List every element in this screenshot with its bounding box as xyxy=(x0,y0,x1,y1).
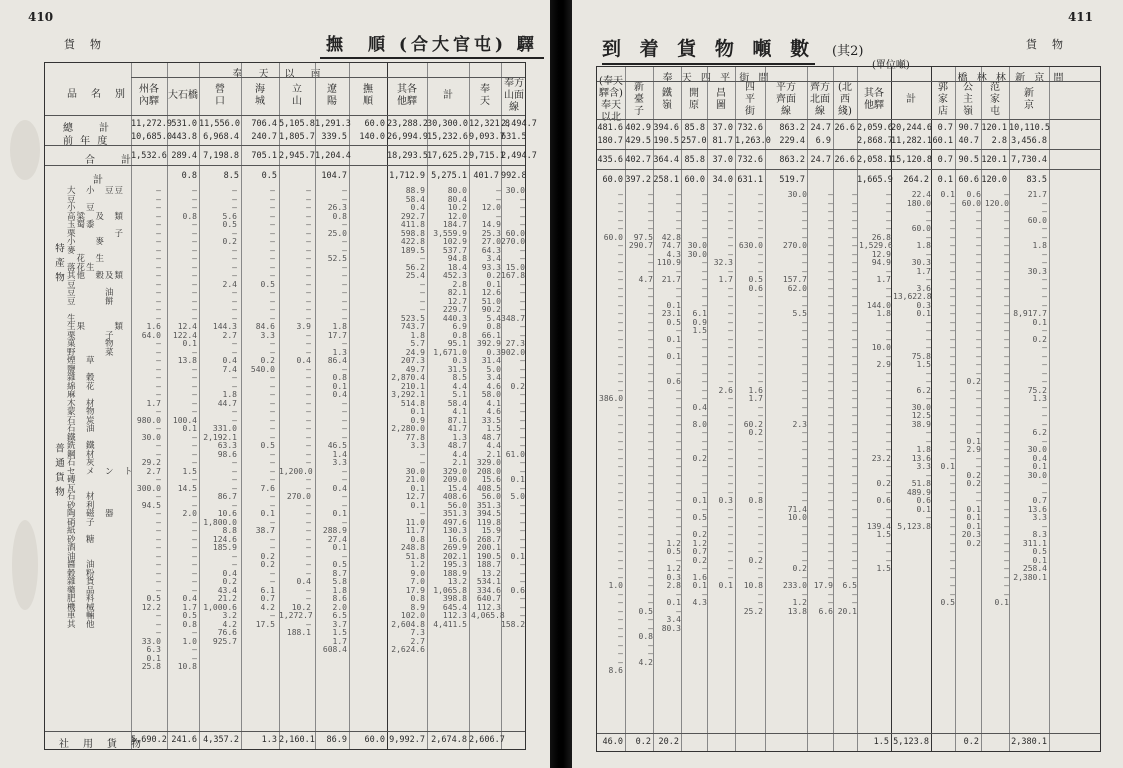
value-cell: 37.0 xyxy=(712,155,733,165)
value-cell: 1,291.3 xyxy=(315,119,351,129)
col-dashes: — — — — — — — — — — — 0.5 — — — — 84.6 3.3 — — 0.2 540.0 — — — — — — — — 0.5 — — — — 7.6 — — 0.1 — 38.7 — — 0.2 0.2 — — 6.1 0.7 4.2 — 17.5 xyxy=(250,186,275,629)
category-general-goods: 普 通 貨 物 xyxy=(53,443,64,498)
value-cell: 90.7 xyxy=(958,123,979,133)
column-header: 范 家 屯 xyxy=(990,82,1000,117)
column-header: 大石橋 xyxy=(168,90,198,101)
value-cell: 8.5 xyxy=(223,171,239,181)
value-cell: 34.0 xyxy=(712,175,733,185)
value-cell: 1,805.7 xyxy=(279,132,315,142)
value-cell: 85.8 xyxy=(684,155,705,165)
value-cell: 5,690.2 xyxy=(131,735,167,745)
value-cell: 481.6 xyxy=(597,123,623,133)
column-header: 州各 內驛 xyxy=(139,84,159,107)
col-dashes: 21.7 — — 60.0 — — 1.8 — — 30.3 — — — — 8,917.7 0.1 — 0.2 — — — — — 75.2 1.3 — — — 6.2 — 30.0 0.4 0.1 30.0 — — 0.7 13.6 3.3 — 8.3 311.1 0.5 0.1 258.4 2,380.1 xyxy=(1013,190,1047,582)
value-cell: 241.6 xyxy=(171,735,197,745)
value-cell: 1,204.4 xyxy=(315,151,351,161)
value-cell: 37.0 xyxy=(712,123,733,133)
summary-rule xyxy=(597,149,1100,150)
bottom-rule xyxy=(45,731,525,732)
value-cell: 5,123.8 xyxy=(893,737,929,747)
header-bottom-rule xyxy=(45,115,525,116)
col-dashes: — — — 0.8 — — — — — — — — — — — — 12.4 122.4 0.1 — 13.8 — — — — — — 100.4 0.1 — — — — 1.5 — 14.5 — — 2.0 — — — — — — — — — 0.4 1.7 0.5 0.8 — 1.0 — — 10.8 xyxy=(172,186,197,671)
value-cell: 17,625.2 xyxy=(427,151,468,161)
running-head: 貨 物 xyxy=(1026,38,1065,51)
value-cell: 30,300.0 xyxy=(427,119,468,129)
value-cell: 240.7 xyxy=(251,132,277,142)
value-cell: 20,244.6 xyxy=(891,123,932,133)
value-cell: 86.9 xyxy=(326,735,347,745)
value-cell: 15,232.6 xyxy=(427,132,468,142)
value-cell: 18,293.5 xyxy=(387,151,428,161)
column-header: 新 京 xyxy=(1024,88,1034,111)
column-header: 立 山 xyxy=(292,84,302,107)
value-cell: 60.0 xyxy=(684,175,705,185)
value-cell: 0.5 xyxy=(261,171,277,181)
value-cell: 394.6 xyxy=(653,123,679,133)
value-cell: 402.7 xyxy=(625,155,651,165)
col-dashes: — — — 5.6 0.5 — 0.2 — — — — 2.4 — — — — 144.3 2.7 — — 0.4 7.4 — — 1.8 44.7 — — 331.0 2,192.1 63.3 98.6 — — — — 86.7 — 10.6 1,800.0 8.8 124.6 185.9 — — 0.4 0.2 43.4 21.2 1,000.6 3.2 4.2 76.6 925.7 xyxy=(203,186,237,646)
column-header: 昌 圖 xyxy=(716,88,726,111)
bottom-label: 社 用 貨 物 xyxy=(59,739,143,750)
value-cell: 60.0 xyxy=(364,119,385,129)
col-dashes: — — — — — — — — — — — — — — — — 3.9 — — — 0.4 — — — — — — — — — — — — 1,200.0 — — 270.0 — — — — — — — — — 0.4 — — 10.2 1,272.7 — 188.1 xyxy=(279,186,313,637)
value-cell: 401.7 xyxy=(473,171,499,181)
value-cell: 2,606.7 xyxy=(469,735,505,745)
group-header-1: 奉 天 四 平 街 間 xyxy=(662,73,772,84)
value-cell: 3,456.8 xyxy=(1011,136,1047,146)
value-cell: 180.7 xyxy=(597,136,623,146)
column-header: 新 臺 子 xyxy=(634,82,644,117)
column-header: 開 原 xyxy=(689,88,699,111)
right-page xyxy=(572,0,1123,768)
value-cell: 2.8 xyxy=(991,136,1007,146)
col-dashes: — — — — — — — — — — — — — — — — — — — — — — — — — — — — — — — — — — — — — — — — — — — — — — 6.5 — — 20.1 xyxy=(837,190,857,616)
value-cell: 24.7 xyxy=(810,155,831,165)
value-cell: 60.0 xyxy=(602,175,623,185)
column-header: 其各 他驛 xyxy=(397,84,417,107)
value-cell: 12,321.8 xyxy=(469,119,510,129)
value-cell: 289.4 xyxy=(171,151,197,161)
col-dashes: — — — — — 60.0 — — — — — — — — — — — — — — — — — — 386.0 — — — — — — — — — — — — — — — — — — — — — 1.0 — — — — — — — — — 8.6 xyxy=(599,190,624,675)
value-cell: 429.5 xyxy=(625,136,651,146)
value-cell: 20.2 xyxy=(658,737,679,747)
col-dashes: — — 12.0 — 14.9 25.3 27.0 64.3 3.4 93.3 0.2 0.1 12.6 51.0 90.2 5.4 0.8 66.1 392.9 0.3 31.4 5.0 3.4 4.6 58.0 4.1 4.6 33.5 1.5 48.7 4.4 2.1 329.0 208.0 15.6 408.5 56.0 351.3 394.5 119.8 15.9 268.7 200.1 190.5 188.7 13.2 534.1 334.6 640.7 112.3 4,065.8 xyxy=(471,186,505,620)
value-cell: 2,059.6 xyxy=(857,123,893,133)
value-cell: 120.1 xyxy=(981,155,1007,165)
value-cell: 9,992.7 xyxy=(389,735,425,745)
value-cell: 0.2 xyxy=(963,737,979,747)
value-cell: 364.4 xyxy=(653,155,679,165)
col-dashes: — — — — — — 30.0 30.0 — — — — — — 6.1 0.9 1.5 — — — — — — — — 0.4 — 8.0 — — — 0.2 — — — — 0.1 — 0.5 — 0.2 1.2 0.7 0.2 — 1.6 0.1 — 4.3 xyxy=(687,190,707,607)
value-cell: 7,198.8 xyxy=(203,151,239,161)
value-cell: 2,945.7 xyxy=(279,151,315,161)
col-dashes: — — — — — 26.8 1,529.6 12.9 94.9 — 1.7 — — 144.0 1.8 — — — 10.0 — 2.9 — — — — — — — — — — 23.2 — — 0.2 — 0.6 — — 139.4 1.5 — — — 1.5 xyxy=(859,190,893,573)
value-cell: 0.7 xyxy=(937,155,953,165)
col-dashes: 80.0 80.4 10.2 12.0 184.7 3,559.9 102.9 537.7 94.8 18.4 452.3 2.8 82.1 12.7 229.7 440.3 6.9 0.8 95.1 1,671.0 0.3 31.5 8.5 4.4 5.1 58.4 4.1 87.1 41.7 1.3 48.7 4.4 2.1 329.0 209.0 15.4 408.6 56.0 351.3 497.6 130.3 16.6 269.9 202.1 195.3 188.9 13.2 1,065.8 398.8 645.4 112.3 4,411.5 xyxy=(433,186,467,629)
col-dashes: — — 26.3 0.8 — 25.0 — — 52.5 — — — — — — — 1.8 17.7 — 1.3 86.4 — 0.8 0.1 0.4 — — — — — 46.5 1.4 3.3 — — 0.4 — — 0.1 — 288.9 27.4 0.1 — 0.5 8.7 5.8 1.8 8.6 2.0 6.5 3.7 1.5 1.7 608.4 xyxy=(322,186,347,654)
col-dashes: — — — — — — — — — — — — — — — — — — — — — — — — — — — — — — — — — — — — — — — — — — — — — — 17.9 — — 6.6 xyxy=(813,190,833,616)
value-cell: 11,282.1 xyxy=(891,136,932,146)
col-dashes: 88.9 58.4 0.4 292.7 411.8 598.8 422.8 189.5 — 56.2 25.4 — — — — 523.5 743.7 1.8 5.7 24.9 207.3 49.7 2,870.4 210.1 3,292.1 514.8 0.1 0.9 2,280.0 77.8 3.3 — — 30.0 21.0 0.1 12.7 0.1 — 11.0 11.7 0.8 248.8 51.8 1.2 9.0 7.0 17.9 0.8 8.9 102.0 2,604.8 7.3 2.7 2,624.6 xyxy=(391,186,425,654)
page-number: 410 xyxy=(28,10,54,24)
value-cell: 40.7 xyxy=(958,136,979,146)
value-cell: 519.7 xyxy=(779,175,805,185)
value-cell: 732.6 xyxy=(737,155,763,165)
value-cell: 9,715.1 xyxy=(469,151,505,161)
column-header: 齊方 北面 線 xyxy=(810,82,830,117)
column-header: 平方 齊面 線 xyxy=(776,82,796,117)
column-header: 郭 家 店 xyxy=(938,82,948,117)
value-cell: 2,494.7 xyxy=(501,119,537,129)
col-dashes: 30.0 — — — — — 270.0 — — — 157.7 62.0 — — 5.5 — — — — — — — — — — — — 2.3 — — — — — — — — — 71.4 10.0 — — — — — 0.2 — 233.0 — 1.2 13.8 xyxy=(782,190,807,616)
value-cell: 10,110.5 xyxy=(1009,123,1050,133)
value-cell: 26.6 xyxy=(834,155,855,165)
value-cell: 732.6 xyxy=(737,123,763,133)
value-cell: 46.0 xyxy=(602,737,623,747)
value-cell: 863.2 xyxy=(779,123,805,133)
value-cell: 2,058.1 xyxy=(857,155,893,165)
column-header: 公 主 嶺 xyxy=(963,82,973,117)
header-rule xyxy=(131,77,525,78)
value-cell: 992.8 xyxy=(501,171,527,181)
paper-stain xyxy=(12,520,38,610)
col-dashes: — — — — — — 630.0 — — — 0.5 0.6 — — — — — — — — — — — 1.6 1.7 — — 60.2 0.2 — — — — — — — 0.8 — — — — — — 0.2 — — 10.8 — — 25.2 xyxy=(738,190,763,616)
value-cell: 0.7 xyxy=(937,123,953,133)
value-cell: 26,994.9 xyxy=(387,132,428,142)
summary-rule xyxy=(45,145,525,146)
column-header: 奉 天 xyxy=(480,84,490,107)
value-cell: 60.6 xyxy=(958,175,979,185)
page-number: 411 xyxy=(1067,10,1093,24)
value-cell: 258.1 xyxy=(653,175,679,185)
value-cell: 257.0 xyxy=(681,136,707,146)
value-cell: 9,093.7 xyxy=(469,132,505,142)
col-dashes: — — — — — 42.8 74.7 4.3 110.9 — 21.7 — — 0.1 23.1 0.5 — 0.1 — 0.1 — — 0.6 — — — — — — — — — — — — — — — — — — 1.2 0.5 — 1.2 0.3 2.8 — 0.1 — 3.4 80.3 xyxy=(656,190,681,633)
left-table xyxy=(44,62,537,750)
value-cell: 339.5 xyxy=(321,132,347,142)
value-cell: 435.6 xyxy=(597,155,623,165)
value-cell: 90.5 xyxy=(958,155,979,165)
value-cell: 2,674.8 xyxy=(431,735,467,745)
item-labels-column: 大 小 豆豆 豆 小 豆 高粱 及 類 玉蜀黍 栗 子 小 麥 麥 花 生 落花生 其他 穀及類 豆 豆 油 豆 餅 生 生果 類 栗 子 菓 物 野 菜 煙 草 鹽 雜 穀 綿 花 麻 木 材 蒙 物 石 炭 石 油 鐵 銑 鐵 鋼 材 石 灰 セ メ ン ト 磚 瓦 石 材 砂 利 陶 磁 器 硝 子 紙 砂 糖 酒 油 醬 油 穀 粉 雜 貨 藥 品 肥 料 機 械 車 輛 其 他 xyxy=(67,186,134,630)
value-cell: 5,105.8 xyxy=(279,119,315,129)
running-head: 貨 物 xyxy=(64,38,103,51)
summary-label-sum: 合 計 xyxy=(85,155,133,166)
value-cell: 26.6 xyxy=(834,123,855,133)
row-header: 品 名 別 xyxy=(67,89,127,100)
col-dashes: 0.6 60.0 — — — — — — — — — — — — — — — — — — — — 0.2 — — — — — — 0.1 2.9 — — 0.2 0.2 — — 0.1 0.1 0.1 20.3 0.2 xyxy=(961,190,981,548)
column-header: 營 口 xyxy=(215,84,225,107)
value-cell: 1,712.9 xyxy=(389,171,425,181)
value-cell: 60.1 xyxy=(932,136,953,146)
col-dashes: — 120.0 — — — — — — — — — — — — — — — — — — — — — — — — — — — — — — — — — — — — — — — — — — — — — — 0.1 xyxy=(984,190,1009,607)
column-header: 撫 順 xyxy=(363,84,373,107)
col-dashes: — — — — — 97.5 290.7 — — — 4.7 — — — — — — — — — — — — — — — — — — — — — — — — — — — — — — — — — — — — — — 0.5 — — 0.8 — — 4.2 xyxy=(628,190,653,667)
value-cell: 2,380.1 xyxy=(1011,737,1047,747)
column-header: (奉天 驛含) 奉天 以北 xyxy=(599,76,623,123)
value-cell: 1.3 xyxy=(261,735,277,745)
left-page xyxy=(0,0,550,768)
value-cell: 397.2 xyxy=(625,175,651,185)
col-dashes: — — — — — — — — — — — — — — — — 1.6 64.0 — — — — — — — 1.7 — 980.0 — 30.0 — — 29.2 2.7 — 300.0 — 94.5 — — — — — — — — — — 0.5 12.2 — — — 33.0 6.3 0.1 25.8 xyxy=(136,186,161,671)
column-header: 四 平 街 xyxy=(745,82,755,117)
paper-stain xyxy=(10,120,40,180)
value-cell: 10,685.0 xyxy=(131,132,172,142)
right-table xyxy=(596,66,1101,752)
value-cell: 631.1 xyxy=(737,175,763,185)
value-cell: 11,272.9 xyxy=(131,119,172,129)
value-cell: 6.9 xyxy=(815,136,831,146)
value-cell: 264.2 xyxy=(903,175,929,185)
value-cell: 631.5 xyxy=(501,132,527,142)
summary-label-total: 總 計 xyxy=(63,123,111,134)
column-header: 遼 陽 xyxy=(327,84,337,107)
value-cell: 402.9 xyxy=(625,123,651,133)
col-dashes: 0.1 — — — — — — — — — — — — — — — — — — — — — — — — — — — — — — — 0.1 — — — — — — — — — — — — — — — 0.5 xyxy=(940,190,955,607)
value-cell: 2,868.7 xyxy=(857,136,893,146)
value-cell: 1,263.0 xyxy=(735,136,771,146)
value-cell: 6,968.4 xyxy=(203,132,239,142)
value-cell: 24.7 xyxy=(810,123,831,133)
group-header: 奉 天 以 南 xyxy=(232,69,324,80)
value-cell: 0.2 xyxy=(635,737,651,747)
value-cell: 190.5 xyxy=(653,136,679,146)
col-dashes: 30.0 — — — — 60.0 270.0 — — 15.0 167.8 — — — — 348.7 — — 27.3 902.0 — — — 0.2 — — — — — — — 61.0 — — 0.1 — 5.0 — — — — — — 0.1 — — — 0.6 — — — 158.2 xyxy=(501,186,526,629)
col-dashes: 22.4 180.0 — — 60.0 — 1.8 — 30.3 1.7 — 3.6 13,622.8 0.3 0.1 — — — — 75.8 1.5 — — 6.2 — 30.0 12.5 38.9 — — 1.8 13.6 3.3 — 51.8 489.9 0.6 0.1 — 5,123.8 xyxy=(893,190,932,531)
value-cell: 11,556.0 xyxy=(199,119,240,129)
value-cell: 1.5 xyxy=(873,737,889,747)
column-header: 計 xyxy=(906,94,916,105)
value-cell: 140.0 xyxy=(359,132,385,142)
page-title: 到 着 貨 物 噸 數 xyxy=(602,34,815,65)
value-cell: 705.1 xyxy=(251,151,277,161)
value-cell: 7,730.4 xyxy=(1011,155,1047,165)
category-special-products: 特 產 物 xyxy=(53,243,64,283)
value-cell: 15,120.8 xyxy=(891,155,932,165)
column-header: (北 西 綫) xyxy=(838,82,852,117)
header-rule xyxy=(597,81,1100,82)
value-cell: 0.8 xyxy=(181,171,197,181)
value-cell: 229.4 xyxy=(779,136,805,146)
value-cell: 5,275.1 xyxy=(431,171,467,181)
column-header: 鐵 嶺 xyxy=(662,88,672,111)
value-cell: 4,357.2 xyxy=(203,735,239,745)
value-cell: 85.8 xyxy=(684,123,705,133)
value-cell: 81.7 xyxy=(712,136,733,146)
value-cell: 443.8 xyxy=(171,132,197,142)
value-cell: 104.7 xyxy=(321,171,347,181)
value-cell: 0.1 xyxy=(937,175,953,185)
bottom-rule xyxy=(597,733,1100,734)
value-cell: 120.1 xyxy=(981,123,1007,133)
value-cell: 120.0 xyxy=(981,175,1007,185)
group-header-2: 橋 林 林 新 京 間 xyxy=(957,73,1067,84)
column-header: 奉方 山面 線 xyxy=(504,78,524,113)
value-cell: 706.4 xyxy=(251,119,277,129)
book-gutter xyxy=(550,0,572,768)
column-header: 海 城 xyxy=(255,84,265,107)
summary-label-prev-year: 前 年 度 xyxy=(63,136,110,147)
value-cell: 863.2 xyxy=(779,155,805,165)
subtotal-rule xyxy=(597,169,1100,170)
value-cell: 60.0 xyxy=(364,735,385,745)
value-cell: 83.5 xyxy=(1026,175,1047,185)
col-dashes: — — — — — — — — 32.3 — 1.7 — — — — — — — — — — — — 2.6 — — — — — — — — — — — — 0.3 — — — — — — — — — 0.1 xyxy=(713,190,733,590)
subtotal-label: 計 xyxy=(93,175,105,186)
station-title: 撫 順 (合大官屯) 驛 xyxy=(320,30,544,59)
column-header: 其各 他驛 xyxy=(864,88,884,111)
value-cell: 2,160.1 xyxy=(279,735,315,745)
unit-note: (單位噸) xyxy=(872,60,910,71)
value-cell: 2,494.7 xyxy=(501,151,537,161)
page-subtitle: (其2) xyxy=(832,44,864,59)
value-cell: 1,665.9 xyxy=(857,175,893,185)
value-cell: 23,288.2 xyxy=(387,119,428,129)
header-bottom-rule xyxy=(597,119,1100,120)
value-cell: 531.0 xyxy=(171,119,197,129)
value-cell: 1,532.6 xyxy=(131,151,167,161)
column-header: 計 xyxy=(443,90,453,101)
